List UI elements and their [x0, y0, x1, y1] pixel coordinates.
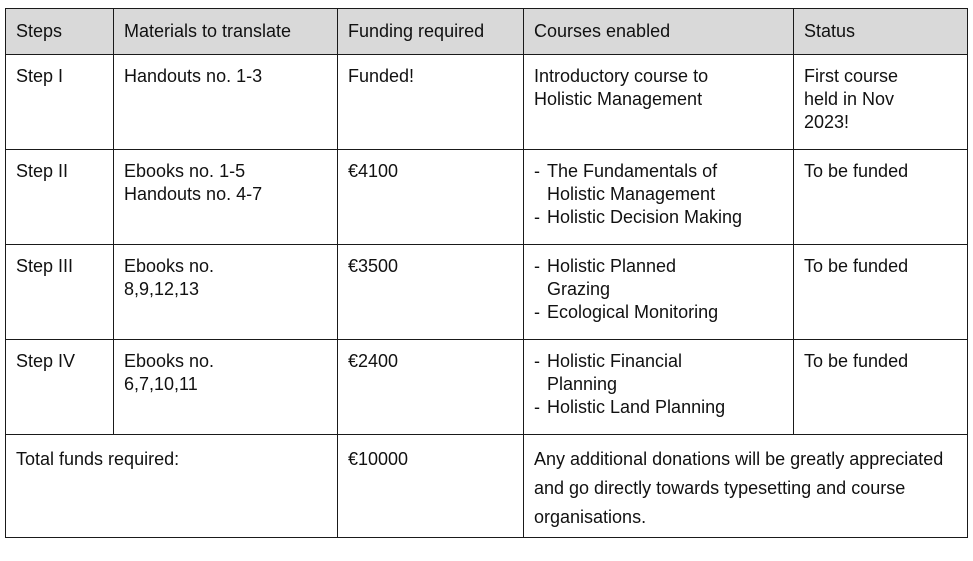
materials-cell — [114, 150, 338, 245]
funding-cell: €3500 — [338, 245, 524, 340]
status-cell: To be funded — [794, 150, 968, 245]
header-courses: Courses enabled — [524, 9, 794, 55]
courses-cell — [524, 55, 794, 150]
step-cell: Step IV — [6, 340, 114, 435]
materials-cell — [114, 55, 338, 150]
course-item: - Holistic Land Planning — [534, 396, 783, 419]
funding-cell: €4100 — [338, 150, 524, 245]
total-note: Any additional donations will be greatly appreciated and go directly towards typesetting and course organisations. — [524, 435, 968, 538]
table-row — [6, 55, 968, 150]
materials-line: Handouts no. 4-7 — [124, 184, 263, 204]
materials-line: Ebooks no. 8,9,12,13 — [124, 256, 215, 299]
total-label: Total funds required: — [6, 435, 338, 538]
status-cell: To be funded — [794, 245, 968, 340]
table-row — [6, 245, 968, 340]
course-item: - Holistic Planned Grazing — [534, 255, 722, 301]
total-amount: €10000 — [338, 435, 524, 538]
course-item: - Ecological Monitoring — [534, 301, 783, 324]
materials-line: Handouts no. 1-3 — [124, 66, 263, 86]
step-cell: Step II — [6, 150, 114, 245]
courses-cell — [524, 245, 794, 340]
course-text: Introductory course to Holistic Management — [534, 66, 709, 109]
table-row — [6, 150, 968, 245]
courses-cell — [524, 340, 794, 435]
header-funding: Funding required — [338, 9, 524, 55]
courses-cell — [524, 150, 794, 245]
total-row — [6, 435, 968, 538]
course-item: - The Fundamentals of Holistic Management — [534, 160, 772, 206]
status-cell: To be funded — [794, 340, 968, 435]
course-list — [534, 160, 783, 229]
materials-cell — [114, 340, 338, 435]
table-row — [6, 340, 968, 435]
materials-line: Ebooks no. 1-5 — [124, 161, 246, 181]
materials-line: Ebooks no. 6,7,10,11 — [124, 351, 215, 394]
course-list — [534, 350, 783, 419]
header-status: Status — [794, 9, 968, 55]
course-item: - Holistic Financial Planning — [534, 350, 722, 396]
course-list — [534, 255, 783, 324]
funding-cell: €2400 — [338, 340, 524, 435]
step-cell: Step I — [6, 55, 114, 150]
status-text: First course held in Nov 2023! — [804, 66, 899, 132]
header-materials: Materials to translate — [114, 9, 338, 55]
step-cell: Step III — [6, 245, 114, 340]
funding-table — [5, 8, 968, 538]
materials-cell — [114, 245, 338, 340]
funding-cell: Funded! — [338, 55, 524, 150]
header-row — [6, 9, 968, 55]
status-cell — [794, 55, 968, 150]
course-item: - Holistic Decision Making — [534, 206, 783, 229]
header-steps: Steps — [6, 9, 114, 55]
